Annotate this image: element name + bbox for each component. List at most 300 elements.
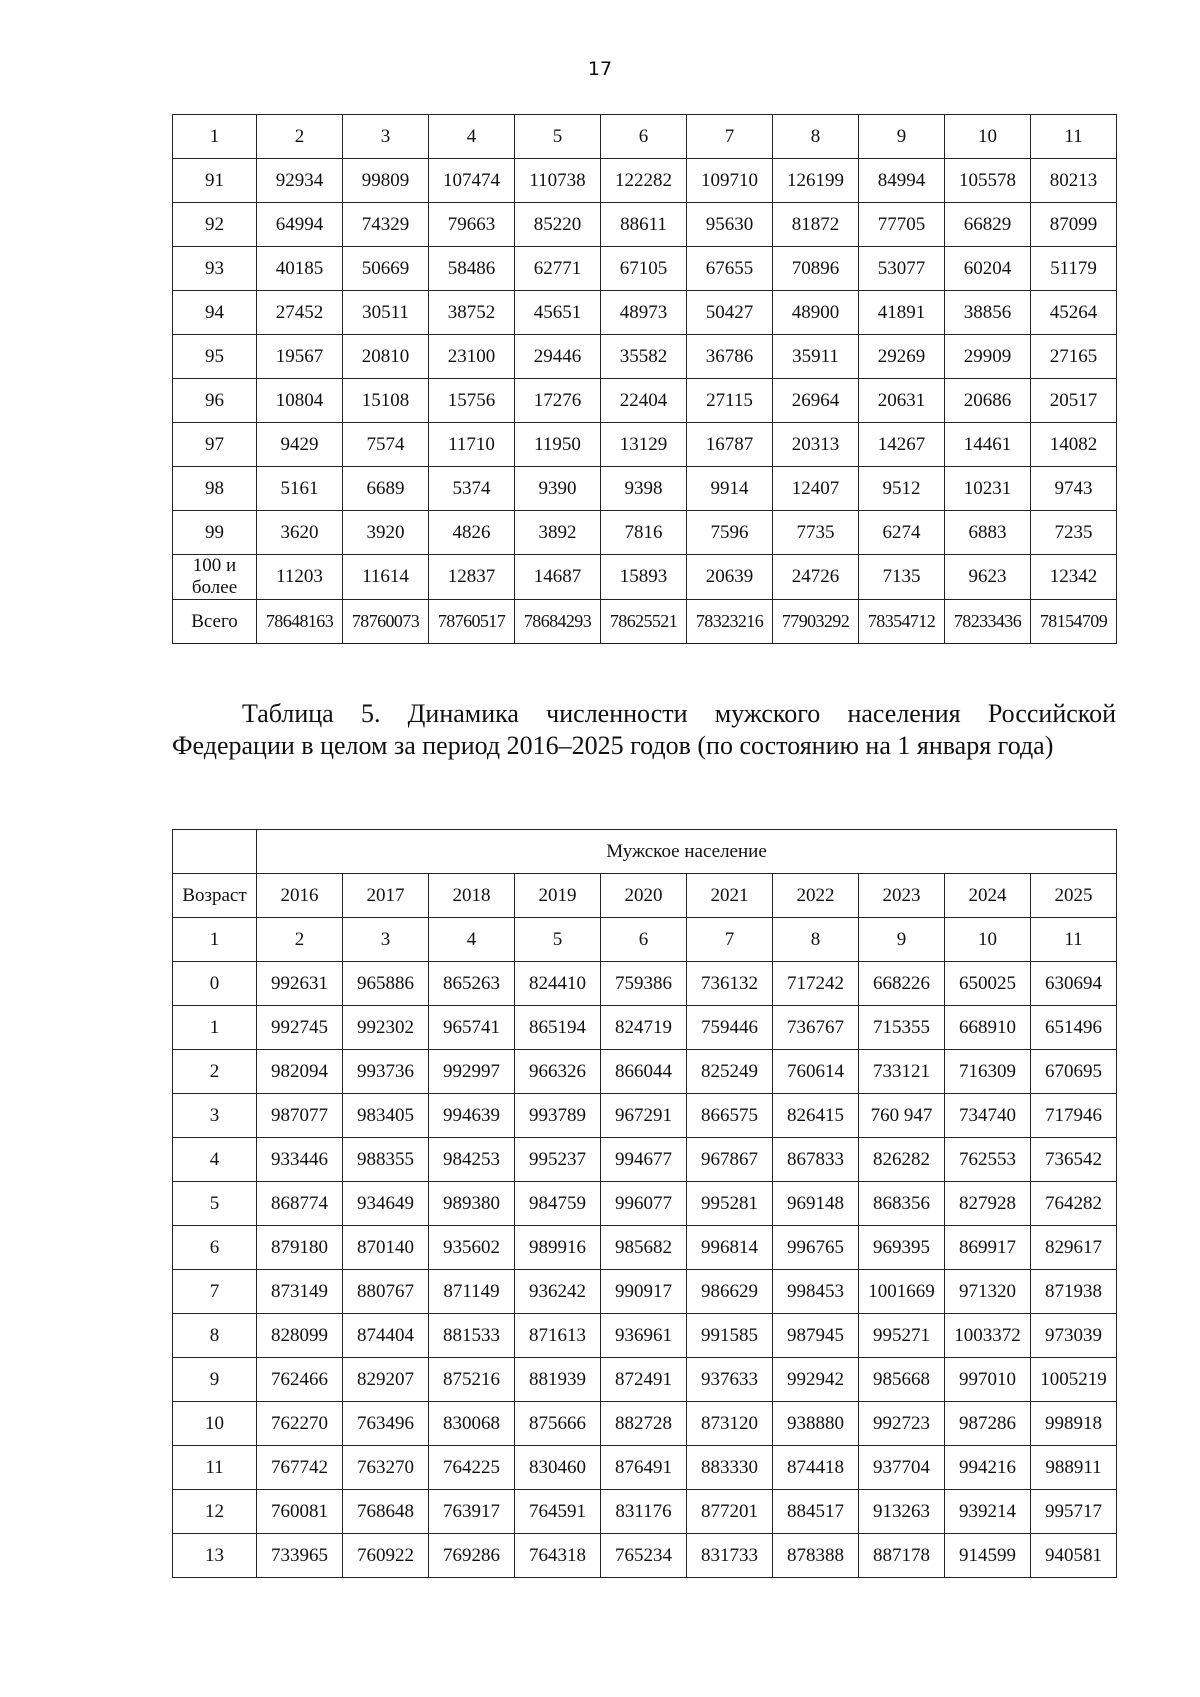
value-cell: 35911	[773, 335, 859, 379]
total-value-cell: 78233436	[945, 600, 1031, 644]
value-cell: 12407	[773, 467, 859, 511]
value-cell: 20686	[945, 379, 1031, 423]
value-cell: 99809	[343, 159, 429, 203]
value-cell: 985668	[859, 1358, 945, 1402]
value-cell: 969148	[773, 1182, 859, 1226]
value-cell: 5374	[429, 467, 515, 511]
value-cell: 880767	[343, 1270, 429, 1314]
column-number-cell: 6	[601, 115, 687, 159]
value-cell: 992302	[343, 1006, 429, 1050]
value-cell: 733965	[257, 1534, 343, 1578]
table-row	[173, 1402, 1117, 1446]
value-cell: 874404	[343, 1314, 429, 1358]
column-number-cell: 3	[343, 918, 429, 962]
year-header-cell: 2016	[257, 874, 343, 918]
value-cell: 866044	[601, 1050, 687, 1094]
value-cell: 869917	[945, 1226, 1031, 1270]
value-cell: 760081	[257, 1490, 343, 1534]
value-cell: 997010	[945, 1358, 1031, 1402]
value-cell: 6274	[859, 511, 945, 555]
value-cell: 830460	[515, 1446, 601, 1490]
value-cell: 6689	[343, 467, 429, 511]
value-cell: 875216	[429, 1358, 515, 1402]
total-value-cell: 78648163	[257, 600, 343, 644]
value-cell: 67655	[687, 247, 773, 291]
value-cell: 996814	[687, 1226, 773, 1270]
value-cell: 10804	[257, 379, 343, 423]
value-cell: 883330	[687, 1446, 773, 1490]
value-cell: 80213	[1031, 159, 1117, 203]
table-row	[173, 1094, 1117, 1138]
value-cell: 762270	[257, 1402, 343, 1446]
column-number-cell: 9	[859, 115, 945, 159]
value-cell: 668226	[859, 962, 945, 1006]
value-cell: 17276	[515, 379, 601, 423]
column-number-cell: 11	[1031, 918, 1117, 962]
value-cell: 939214	[945, 1490, 1031, 1534]
value-cell: 934649	[343, 1182, 429, 1226]
value-cell: 20810	[343, 335, 429, 379]
age-cell: 99	[173, 511, 257, 555]
value-cell: 736767	[773, 1006, 859, 1050]
column-number-cell: 9	[859, 918, 945, 962]
table-row	[173, 203, 1117, 247]
table-caption: Таблица 5. Динамика численности мужского населения Российской Федерации в целом за период 2016–2025 годов (по состоянию на 1 января года)	[172, 699, 1116, 760]
value-cell: 865263	[429, 962, 515, 1006]
value-cell: 38856	[945, 291, 1031, 335]
value-cell: 884517	[773, 1490, 859, 1534]
value-cell: 85220	[515, 203, 601, 247]
value-cell: 825249	[687, 1050, 773, 1094]
value-cell: 50427	[687, 291, 773, 335]
value-cell: 829617	[1031, 1226, 1117, 1270]
year-header-row	[173, 874, 1117, 918]
value-cell: 79663	[429, 203, 515, 247]
value-cell: 650025	[945, 962, 1031, 1006]
value-cell: 3892	[515, 511, 601, 555]
value-cell: 887178	[859, 1534, 945, 1578]
total-value-cell: 77903292	[773, 600, 859, 644]
column-number-cell: 8	[773, 115, 859, 159]
year-header-cell: 2020	[601, 874, 687, 918]
value-cell: 15756	[429, 379, 515, 423]
table-row	[173, 335, 1117, 379]
value-cell: 6883	[945, 511, 1031, 555]
column-number-row	[173, 115, 1117, 159]
value-cell: 881533	[429, 1314, 515, 1358]
value-cell: 126199	[773, 159, 859, 203]
value-cell: 13129	[601, 423, 687, 467]
column-number-cell: 5	[515, 918, 601, 962]
value-cell: 973039	[1031, 1314, 1117, 1358]
value-cell: 987286	[945, 1402, 1031, 1446]
column-number-cell: 6	[601, 918, 687, 962]
value-cell: 10231	[945, 467, 1031, 511]
value-cell: 74329	[343, 203, 429, 247]
value-cell: 989380	[429, 1182, 515, 1226]
value-cell: 831176	[601, 1490, 687, 1534]
value-cell: 760614	[773, 1050, 859, 1094]
value-cell: 9914	[687, 467, 773, 511]
value-cell: 969395	[859, 1226, 945, 1270]
total-value-cell: 78323216	[687, 600, 773, 644]
value-cell: 995281	[687, 1182, 773, 1226]
age-cell: 9	[173, 1358, 257, 1402]
value-cell: 992631	[257, 962, 343, 1006]
value-cell: 53077	[859, 247, 945, 291]
value-cell: 7235	[1031, 511, 1117, 555]
value-cell: 5161	[257, 467, 343, 511]
column-number-cell: 4	[429, 918, 515, 962]
value-cell: 41891	[859, 291, 945, 335]
table-row	[173, 1534, 1117, 1578]
value-cell: 110738	[515, 159, 601, 203]
age-cell: 11	[173, 1446, 257, 1490]
value-cell: 873120	[687, 1402, 773, 1446]
value-cell: 1003372	[945, 1314, 1031, 1358]
value-cell: 988355	[343, 1138, 429, 1182]
value-cell: 11614	[343, 555, 429, 600]
column-number-cell: 2	[257, 918, 343, 962]
value-cell: 9512	[859, 467, 945, 511]
age-cell: 10	[173, 1402, 257, 1446]
column-number-row	[173, 918, 1117, 962]
value-cell: 764591	[515, 1490, 601, 1534]
table-row	[173, 1226, 1117, 1270]
empty-corner-cell	[173, 830, 257, 874]
column-number-cell: 3	[343, 115, 429, 159]
column-number-cell: 7	[687, 918, 773, 962]
value-cell: 763270	[343, 1446, 429, 1490]
value-cell: 716309	[945, 1050, 1031, 1094]
value-cell: 878388	[773, 1534, 859, 1578]
value-cell: 9398	[601, 467, 687, 511]
age-cell: 93	[173, 247, 257, 291]
value-cell: 831733	[687, 1534, 773, 1578]
age-cell: 91	[173, 159, 257, 203]
age-cell: 94	[173, 291, 257, 335]
total-value-cell: 78625521	[601, 600, 687, 644]
value-cell: 759446	[687, 1006, 773, 1050]
column-number-cell: 7	[687, 115, 773, 159]
column-number-cell: 4	[429, 115, 515, 159]
value-cell: 4826	[429, 511, 515, 555]
age-cell: 100 и более	[173, 555, 257, 600]
value-cell: 937704	[859, 1446, 945, 1490]
value-cell: 990917	[601, 1270, 687, 1314]
age-cell: 12	[173, 1490, 257, 1534]
value-cell: 992723	[859, 1402, 945, 1446]
value-cell: 824719	[601, 1006, 687, 1050]
value-cell: 736132	[687, 962, 773, 1006]
value-cell: 998453	[773, 1270, 859, 1314]
value-cell: 762553	[945, 1138, 1031, 1182]
value-cell: 7816	[601, 511, 687, 555]
value-cell: 828099	[257, 1314, 343, 1358]
value-cell: 759386	[601, 962, 687, 1006]
value-cell: 88611	[601, 203, 687, 247]
value-cell: 937633	[687, 1358, 773, 1402]
value-cell: 29446	[515, 335, 601, 379]
value-cell: 64994	[257, 203, 343, 247]
value-cell: 762466	[257, 1358, 343, 1402]
value-cell: 38752	[429, 291, 515, 335]
value-cell: 983405	[343, 1094, 429, 1138]
page-number: 17	[587, 58, 613, 80]
value-cell: 824410	[515, 962, 601, 1006]
value-cell: 868356	[859, 1182, 945, 1226]
value-cell: 985682	[601, 1226, 687, 1270]
year-header-cell: 2018	[429, 874, 515, 918]
table-row	[173, 511, 1117, 555]
age-cell: 4	[173, 1138, 257, 1182]
value-cell: 879180	[257, 1226, 343, 1270]
value-cell: 830068	[429, 1402, 515, 1446]
value-cell: 734740	[945, 1094, 1031, 1138]
table-row	[173, 291, 1117, 335]
value-cell: 940581	[1031, 1534, 1117, 1578]
value-cell: 938880	[773, 1402, 859, 1446]
value-cell: 764318	[515, 1534, 601, 1578]
age-cell: 7	[173, 1270, 257, 1314]
group-header: Мужское население	[257, 830, 1117, 874]
value-cell: 760 947	[859, 1094, 945, 1138]
age-cell: 1	[173, 1006, 257, 1050]
table-row	[173, 1006, 1117, 1050]
value-cell: 993736	[343, 1050, 429, 1094]
column-number-cell: 5	[515, 115, 601, 159]
value-cell: 966326	[515, 1050, 601, 1094]
value-cell: 995717	[1031, 1490, 1117, 1534]
value-cell: 866575	[687, 1094, 773, 1138]
total-value-cell: 78684293	[515, 600, 601, 644]
column-number-cell: 11	[1031, 115, 1117, 159]
value-cell: 760922	[343, 1534, 429, 1578]
column-number-cell: 1	[173, 115, 257, 159]
group-header-row	[173, 830, 1117, 874]
table-row	[173, 1182, 1117, 1226]
value-cell: 875666	[515, 1402, 601, 1446]
value-cell: 874418	[773, 1446, 859, 1490]
value-cell: 994216	[945, 1446, 1031, 1490]
value-cell: 1001669	[859, 1270, 945, 1314]
table-row	[173, 1490, 1117, 1534]
value-cell: 7135	[859, 555, 945, 600]
total-value-cell: 78154709	[1031, 600, 1117, 644]
total-value-cell: 78760073	[343, 600, 429, 644]
table-row	[173, 423, 1117, 467]
value-cell: 1005219	[1031, 1358, 1117, 1402]
value-cell: 982094	[257, 1050, 343, 1094]
value-cell: 914599	[945, 1534, 1031, 1578]
value-cell: 84994	[859, 159, 945, 203]
value-cell: 994639	[429, 1094, 515, 1138]
value-cell: 58486	[429, 247, 515, 291]
value-cell: 51179	[1031, 247, 1117, 291]
value-cell: 60204	[945, 247, 1031, 291]
value-cell: 45264	[1031, 291, 1117, 335]
value-cell: 995237	[515, 1138, 601, 1182]
column-number-cell: 10	[945, 918, 1031, 962]
value-cell: 769286	[429, 1534, 515, 1578]
year-header-cell: 2019	[515, 874, 601, 918]
value-cell: 23100	[429, 335, 515, 379]
value-cell: 984759	[515, 1182, 601, 1226]
value-cell: 994677	[601, 1138, 687, 1182]
value-cell: 764225	[429, 1446, 515, 1490]
value-cell: 736542	[1031, 1138, 1117, 1182]
value-cell: 70896	[773, 247, 859, 291]
age-cell: 95	[173, 335, 257, 379]
column-number-cell: 1	[173, 918, 257, 962]
value-cell: 865194	[515, 1006, 601, 1050]
value-cell: 763496	[343, 1402, 429, 1446]
value-cell: 867833	[773, 1138, 859, 1182]
table-row	[173, 1050, 1117, 1094]
value-cell: 933446	[257, 1138, 343, 1182]
value-cell: 767742	[257, 1446, 343, 1490]
value-cell: 27115	[687, 379, 773, 423]
value-cell: 15108	[343, 379, 429, 423]
value-cell: 15893	[601, 555, 687, 600]
value-cell: 993789	[515, 1094, 601, 1138]
value-cell: 50669	[343, 247, 429, 291]
value-cell: 876491	[601, 1446, 687, 1490]
table-row	[173, 159, 1117, 203]
value-cell: 7574	[343, 423, 429, 467]
value-cell: 717242	[773, 962, 859, 1006]
table-row	[173, 467, 1117, 511]
value-cell: 998918	[1031, 1402, 1117, 1446]
year-header-cell: 2024	[945, 874, 1031, 918]
value-cell: 67105	[601, 247, 687, 291]
value-cell: 996077	[601, 1182, 687, 1226]
total-value-cell: 78760517	[429, 600, 515, 644]
value-cell: 109710	[687, 159, 773, 203]
value-cell: 12342	[1031, 555, 1117, 600]
value-cell: 14267	[859, 423, 945, 467]
total-value-cell: 78354712	[859, 600, 945, 644]
value-cell: 66829	[945, 203, 1031, 247]
year-header-cell: 2023	[859, 874, 945, 918]
value-cell: 763917	[429, 1490, 515, 1534]
value-cell: 77705	[859, 203, 945, 247]
value-cell: 827928	[945, 1182, 1031, 1226]
value-cell: 871613	[515, 1314, 601, 1358]
age-cell: 92	[173, 203, 257, 247]
value-cell: 971320	[945, 1270, 1031, 1314]
value-cell: 29269	[859, 335, 945, 379]
age-cell: 98	[173, 467, 257, 511]
value-cell: 651496	[1031, 1006, 1117, 1050]
value-cell: 936242	[515, 1270, 601, 1314]
value-cell: 877201	[687, 1490, 773, 1534]
year-header-cell: 2025	[1031, 874, 1117, 918]
table-row	[173, 962, 1117, 1006]
value-cell: 992745	[257, 1006, 343, 1050]
age-cell: 3	[173, 1094, 257, 1138]
value-cell: 882728	[601, 1402, 687, 1446]
value-cell: 26964	[773, 379, 859, 423]
value-cell: 11203	[257, 555, 343, 600]
value-cell: 988911	[1031, 1446, 1117, 1490]
value-cell: 764282	[1031, 1182, 1117, 1226]
value-cell: 24726	[773, 555, 859, 600]
value-cell: 995271	[859, 1314, 945, 1358]
value-cell: 107474	[429, 159, 515, 203]
value-cell: 986629	[687, 1270, 773, 1314]
value-cell: 3920	[343, 511, 429, 555]
total-label: Всего	[173, 600, 257, 644]
value-cell: 873149	[257, 1270, 343, 1314]
value-cell: 870140	[343, 1226, 429, 1270]
value-cell: 965886	[343, 962, 429, 1006]
value-cell: 717946	[1031, 1094, 1117, 1138]
value-cell: 40185	[257, 247, 343, 291]
column-number-cell: 2	[257, 115, 343, 159]
continuation-table	[172, 114, 1117, 644]
value-cell: 868774	[257, 1182, 343, 1226]
value-cell: 122282	[601, 159, 687, 203]
value-cell: 20517	[1031, 379, 1117, 423]
value-cell: 45651	[515, 291, 601, 335]
column-number-cell: 8	[773, 918, 859, 962]
value-cell: 30511	[343, 291, 429, 335]
column-number-cell: 10	[945, 115, 1031, 159]
value-cell: 9390	[515, 467, 601, 511]
table-row	[173, 1270, 1117, 1314]
male-population-table	[172, 829, 1117, 1578]
value-cell: 3620	[257, 511, 343, 555]
value-cell: 27165	[1031, 335, 1117, 379]
value-cell: 829207	[343, 1358, 429, 1402]
value-cell: 987945	[773, 1314, 859, 1358]
value-cell: 768648	[343, 1490, 429, 1534]
value-cell: 11950	[515, 423, 601, 467]
value-cell: 871149	[429, 1270, 515, 1314]
value-cell: 11710	[429, 423, 515, 467]
value-cell: 95630	[687, 203, 773, 247]
value-cell: 48973	[601, 291, 687, 335]
value-cell: 630694	[1031, 962, 1117, 1006]
value-cell: 14461	[945, 423, 1031, 467]
value-cell: 92934	[257, 159, 343, 203]
year-header-cell: 2022	[773, 874, 859, 918]
value-cell: 987077	[257, 1094, 343, 1138]
age-cell: 6	[173, 1226, 257, 1270]
value-cell: 7735	[773, 511, 859, 555]
value-cell: 967291	[601, 1094, 687, 1138]
age-header: Возраст	[173, 874, 257, 918]
age-cell: 0	[173, 962, 257, 1006]
value-cell: 984253	[429, 1138, 515, 1182]
value-cell: 913263	[859, 1490, 945, 1534]
value-cell: 991585	[687, 1314, 773, 1358]
value-cell: 9743	[1031, 467, 1117, 511]
age-cell: 97	[173, 423, 257, 467]
value-cell: 965741	[429, 1006, 515, 1050]
age-cell: 13	[173, 1534, 257, 1578]
value-cell: 670695	[1031, 1050, 1117, 1094]
value-cell: 22404	[601, 379, 687, 423]
value-cell: 881939	[515, 1358, 601, 1402]
value-cell: 29909	[945, 335, 1031, 379]
value-cell: 733121	[859, 1050, 945, 1094]
value-cell: 87099	[1031, 203, 1117, 247]
value-cell: 81872	[773, 203, 859, 247]
value-cell: 20631	[859, 379, 945, 423]
table-row	[173, 555, 1117, 600]
